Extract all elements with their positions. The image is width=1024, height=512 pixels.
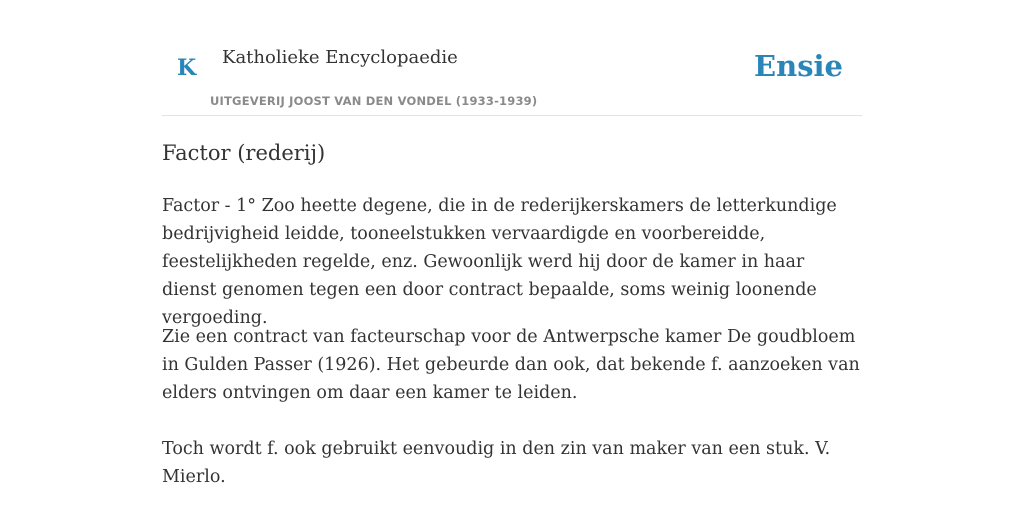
encyclopedia-logo[interactable]: K	[177, 55, 197, 81]
article-title: Factor (rederij)	[162, 141, 326, 165]
site-header	[162, 0, 862, 116]
page-container	[162, 0, 862, 487]
article-paragraph: Factor - 1° Zoo heette degene, die in de rederijkerskamers de letterkundige bedrijvigheid leidde, tooneelstukken vervaardigde en voorbereidde, feestelijkheden regelde, enz. Gewoonlijk werd hij door de kamer in haar dienst genomen tegen een door contract bepaalde, soms weinig loonende vergoeding.	[162, 196, 837, 328]
encyclopedia-title-link[interactable]: Katholieke Encyclopaedie	[222, 47, 458, 68]
publisher-subtitle: UITGEVERIJ JOOST VAN DEN VONDEL (1933-1939)	[210, 94, 538, 108]
article-paragraph: Zie een contract van facteurschap voor de Antwerpsche kamer De goudbloem in Gulden Passer (1926). Het gebeurde dan ook, dat bekende f. aanzoeken van elders ontvingen om daar een kamer te leiden.	[162, 327, 860, 403]
ensie-brand-logo[interactable]: Ensie	[754, 49, 843, 83]
article-paragraph: Toch wordt f. ook gebruikt eenvoudig in den zin van maker van een stuk. V. Mierlo.	[162, 439, 831, 487]
